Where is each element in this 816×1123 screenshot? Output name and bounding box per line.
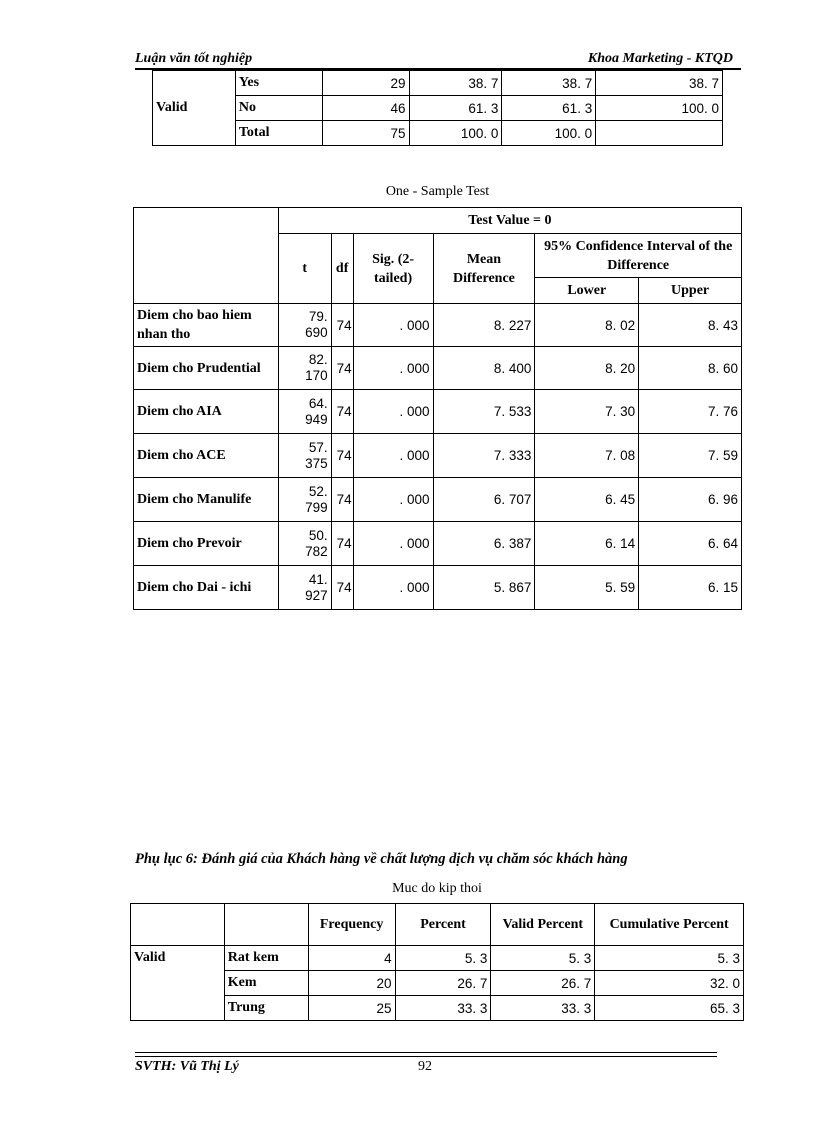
row-label: Total — [235, 121, 322, 146]
cell: 46 — [322, 96, 409, 121]
t-value-part1: 79. — [308, 309, 328, 324]
lower-cell: 8. 02 — [535, 304, 639, 347]
t-value-part2: 690 — [305, 325, 328, 340]
t-value-part1: 41. — [308, 571, 328, 587]
cell: 33. 3 — [395, 996, 491, 1021]
frequency-table-top — [152, 70, 723, 146]
cell: 100. 0 — [502, 121, 596, 146]
one-sample-test-table — [133, 207, 742, 610]
df-cell: 74 — [331, 304, 353, 347]
table-row — [131, 946, 744, 971]
row-label: Trung — [224, 996, 308, 1021]
row-label: Diem cho AIA — [134, 390, 279, 434]
col-mean-difference: Mean Difference — [433, 234, 535, 304]
cell: 32. 0 — [595, 971, 744, 996]
t-cell — [278, 478, 331, 522]
header-right: Khoa Marketing - KTQD — [587, 51, 733, 66]
row-label: Yes — [235, 71, 322, 96]
row-label: Diem cho ACE — [134, 434, 279, 478]
cell: 25 — [308, 996, 395, 1021]
cell: 33. 3 — [491, 996, 595, 1021]
row-label: Diem cho Prudential — [134, 347, 279, 390]
col-sig: Sig. (2-tailed) — [353, 234, 433, 304]
t-cell — [278, 390, 331, 434]
t-value-part2: 799 — [305, 499, 328, 515]
t-value-part2: 782 — [305, 543, 328, 559]
page-header — [135, 51, 741, 70]
lower-cell: 6. 45 — [535, 478, 639, 522]
row-label: Kem — [224, 971, 308, 996]
cell: 5. 3 — [595, 946, 744, 971]
mean-cell: 6. 707 — [433, 478, 535, 522]
upper-cell: 8. 60 — [639, 347, 742, 390]
sig-cell: . 000 — [353, 478, 433, 522]
table-row — [153, 121, 723, 146]
cell: 61. 3 — [409, 96, 502, 121]
cell: 38. 7 — [502, 71, 596, 96]
cell: 100. 0 — [409, 121, 502, 146]
table-row — [134, 522, 742, 566]
col-valid-percent: Valid Percent — [491, 904, 595, 946]
sig-cell: . 000 — [353, 434, 433, 478]
table-row — [153, 96, 723, 121]
table-row — [153, 71, 723, 96]
col-df: df — [331, 234, 353, 304]
cell: 4 — [308, 946, 395, 971]
sig-cell: . 000 — [353, 304, 433, 347]
upper-cell: 7. 76 — [639, 390, 742, 434]
table-row — [134, 434, 742, 478]
table-row — [134, 390, 742, 434]
upper-cell: 7. 59 — [639, 434, 742, 478]
cell: 5. 3 — [395, 946, 491, 971]
sig-cell: . 000 — [353, 566, 433, 610]
t-value-part2: 949 — [305, 411, 328, 427]
upper-cell: 6. 15 — [639, 566, 742, 610]
cell: 75 — [322, 121, 409, 146]
row-label: No — [235, 96, 322, 121]
frequency-table-bottom — [130, 903, 744, 1021]
cell: 26. 7 — [491, 971, 595, 996]
cell: 29 — [322, 71, 409, 96]
table-row — [134, 304, 742, 347]
t-value-part2: 375 — [305, 455, 328, 471]
page-number: 92 — [418, 1059, 432, 1074]
footer-divider — [135, 1052, 717, 1057]
cell: 5. 3 — [491, 946, 595, 971]
table-caption: Muc do kip thoi — [392, 881, 482, 896]
sig-cell: . 000 — [353, 522, 433, 566]
df-cell: 74 — [331, 478, 353, 522]
lower-cell: 5. 59 — [535, 566, 639, 610]
cell: 100. 0 — [596, 96, 723, 121]
row-label: Diem cho bao hiem nhan tho — [134, 304, 279, 347]
mean-cell: 8. 400 — [433, 347, 535, 390]
t-value-part1: 64. — [308, 395, 328, 411]
mean-cell: 7. 533 — [433, 390, 535, 434]
row-label: Diem cho Prevoir — [134, 522, 279, 566]
col-frequency: Frequency — [308, 904, 395, 946]
df-cell: 74 — [331, 566, 353, 610]
col-cumulative-percent: Cumulative Percent — [595, 904, 744, 946]
lower-cell: 8. 20 — [535, 347, 639, 390]
header-blank — [134, 208, 279, 304]
cell: 38. 7 — [596, 71, 723, 96]
t-cell — [278, 347, 331, 390]
mean-cell: 7. 333 — [433, 434, 535, 478]
t-value-part1: 82. — [308, 352, 328, 367]
t-value-part1: 50. — [308, 527, 328, 543]
test-value-header: Test Value = 0 — [278, 208, 741, 234]
df-cell: 74 — [331, 347, 353, 390]
t-value-part2: 927 — [305, 587, 328, 603]
col-upper: Upper — [639, 278, 742, 304]
df-cell: 74 — [331, 522, 353, 566]
header-left: Luận văn tốt nghiệp — [135, 51, 253, 66]
upper-cell: 6. 64 — [639, 522, 742, 566]
row-group-label: Valid — [153, 71, 236, 146]
lower-cell: 7. 30 — [535, 390, 639, 434]
cell: 61. 3 — [502, 96, 596, 121]
footer-author: SVTH: Vũ Thị Lý — [135, 1059, 239, 1074]
row-label: Rat kem — [224, 946, 308, 971]
col-t: t — [278, 234, 331, 304]
cell — [596, 121, 723, 146]
col-lower: Lower — [535, 278, 639, 304]
row-group-label: Valid — [131, 946, 225, 1021]
header-blank — [224, 904, 308, 946]
df-cell: 74 — [331, 390, 353, 434]
header-blank — [131, 904, 225, 946]
t-cell — [278, 434, 331, 478]
t-value-part2: 170 — [305, 368, 328, 383]
table-row — [134, 478, 742, 522]
mean-cell: 6. 387 — [433, 522, 535, 566]
cell: 65. 3 — [595, 996, 744, 1021]
df-cell: 74 — [331, 434, 353, 478]
upper-cell: 6. 96 — [639, 478, 742, 522]
cell: 26. 7 — [395, 971, 491, 996]
t-cell — [278, 522, 331, 566]
table-row — [134, 566, 742, 610]
cell: 38. 7 — [409, 71, 502, 96]
row-label: Diem cho Manulife — [134, 478, 279, 522]
t-cell — [278, 304, 331, 347]
t-value-part1: 57. — [308, 439, 328, 455]
upper-cell: 8. 43 — [639, 304, 742, 347]
table-row — [134, 347, 742, 390]
mean-cell: 5. 867 — [433, 566, 535, 610]
lower-cell: 7. 08 — [535, 434, 639, 478]
sig-cell: . 000 — [353, 347, 433, 390]
section-heading: Phụ lục 6: Đánh giá của Khách hàng về chất lượng dịch vụ chăm sóc khách hàng — [135, 851, 628, 867]
table-caption: One - Sample Test — [385, 184, 490, 199]
col-confidence-interval: 95% Confidence Interval of the Difference — [535, 234, 742, 278]
t-value-part1: 52. — [308, 483, 328, 499]
col-percent: Percent — [395, 904, 491, 946]
t-cell — [278, 566, 331, 610]
cell: 20 — [308, 971, 395, 996]
mean-cell: 8. 227 — [433, 304, 535, 347]
row-label: Diem cho Dai - ichi — [134, 566, 279, 610]
sig-cell: . 000 — [353, 390, 433, 434]
lower-cell: 6. 14 — [535, 522, 639, 566]
